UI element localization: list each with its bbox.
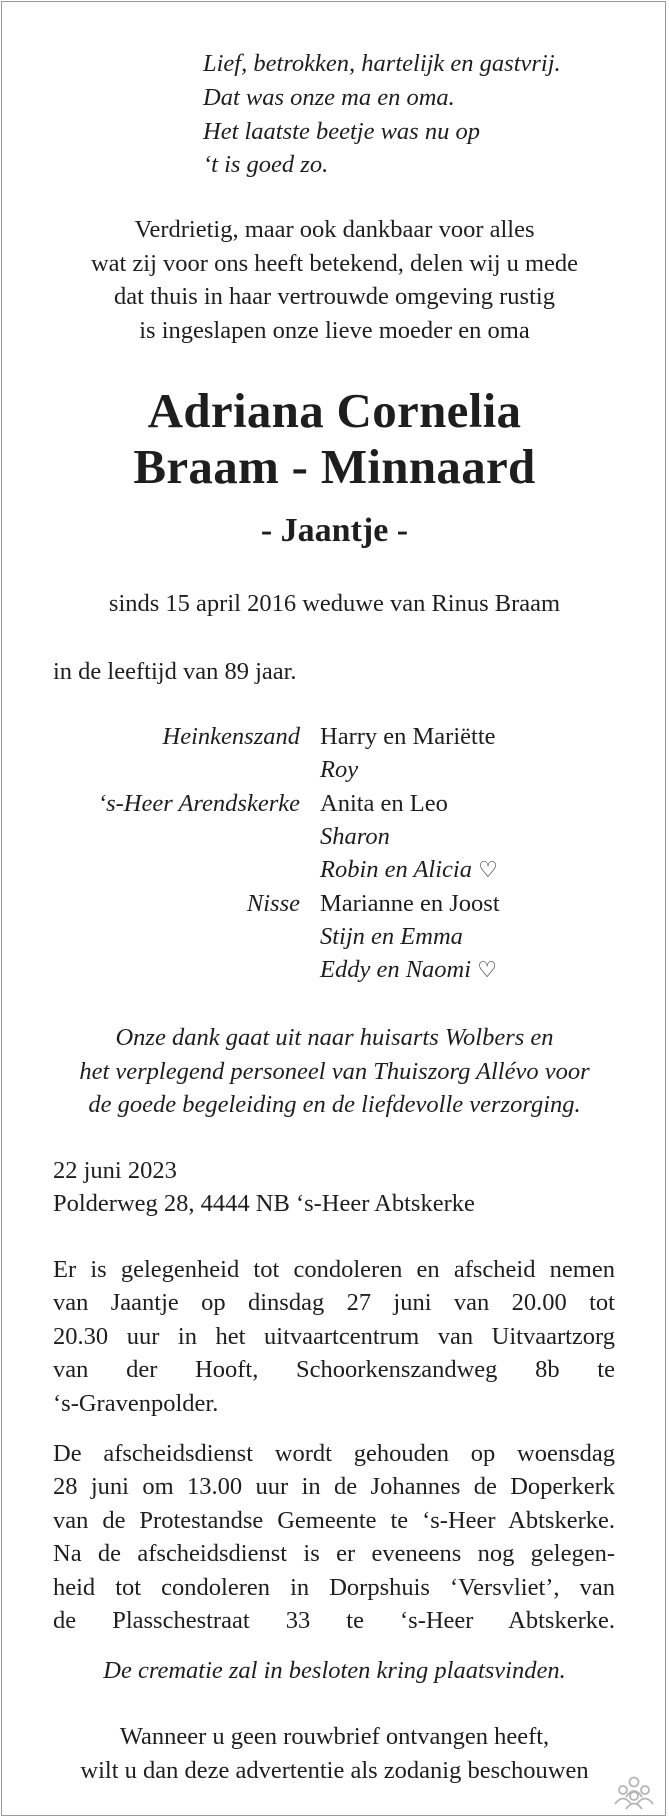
family-member: Harry en Mariëtte: [320, 723, 496, 750]
poem-line-4: ‘t is goed zo.: [203, 151, 329, 178]
family-place-2: ‘s-Heer Arendskerke: [97, 790, 300, 817]
condolence-line-2: van Jaantje op dinsdag 27 juni van 20.00 tot: [53, 1289, 615, 1316]
deceased-name-line-2: Braam - Minnaard: [133, 439, 536, 494]
deceased-name-line-1: Adriana Cornelia: [147, 383, 522, 438]
family-place-3: Nisse: [246, 890, 300, 917]
family-place-1: Heinkenszand: [162, 723, 300, 750]
family-member: Sharon: [320, 823, 390, 850]
intro-line-2: wat zij voor ons heeft betekend, delen wij u mede: [90, 250, 579, 277]
date: 22 juni 2023: [53, 1157, 177, 1184]
closing-line-2: wilt u dan deze advertentie als zodanig beschouwen: [80, 1757, 589, 1784]
service-line-2: 28 juni om 13.00 uur in de Johannes de Doperkerk: [53, 1473, 615, 1500]
closing-line-1: Wanneer u geen rouwbrief ontvangen heeft,: [119, 1723, 550, 1750]
thanks-line-1: Onze dank gaat uit naar huisarts Wolbers en: [115, 1024, 554, 1051]
poem-line-1: Lief, betrokken, hartelijk en gastvrij.: [203, 50, 561, 77]
heart-icon: ♡: [477, 957, 497, 982]
family-member: Anita en Leo: [320, 790, 448, 817]
service-line-5: heid tot condoleren in Dorpshuis ‘Versvliet’, van: [53, 1574, 615, 1601]
intro-line-3: dat thuis in haar vertrouwde omgeving rustig: [114, 283, 555, 310]
poem-line-2: Dat was onze ma en oma.: [203, 84, 455, 111]
family-member: Stijn en Emma: [320, 923, 463, 950]
cremation-note: De crematie zal in besloten kring plaatsvinden.: [103, 1657, 566, 1684]
family-member-name: Robin en Alicia: [320, 856, 472, 883]
people-logo-icon: [612, 1775, 656, 1811]
service-line-4: Na de afscheidsdienst is er eveneens nog gelegen-: [53, 1540, 615, 1567]
intro-line-1: Verdrietig, maar ook dankbaar voor alles: [134, 216, 535, 243]
heart-icon: ♡: [478, 857, 498, 882]
thanks-line-3: de goede begeleiding en de liefdevolle verzorging.: [88, 1091, 581, 1118]
service-line-6: de Plasschestraat 33 te ‘s-Heer Abtskerke.: [53, 1607, 615, 1634]
family-member: Roy: [320, 756, 359, 783]
address: Polderweg 28, 4444 NB ‘s-Heer Abtskerke: [53, 1190, 475, 1217]
service-line-3: van de Protestandse Gemeente te ‘s-Heer Abtskerke.: [53, 1507, 615, 1534]
family-member: Marianne en Joost: [320, 890, 500, 917]
family-member-with-heart: [320, 953, 497, 987]
poem-line-3: Het laatste beetje was nu op: [203, 118, 480, 145]
widow-line: sinds 15 april 2016 weduwe van Rinus Braam: [108, 590, 561, 617]
service-line-1: De afscheidsdienst wordt gehouden op woensdag: [53, 1440, 615, 1467]
condolence-line-4: van der Hooft, Schoorkenszandweg 8b te: [53, 1356, 615, 1383]
condolence-line-1: Er is gelegenheid tot condoleren en afscheid nemen: [53, 1256, 615, 1283]
deceased-nickname: - Jaantje -: [260, 512, 409, 549]
thanks-line-2: het verplegend personeel van Thuiszorg Allévo voor: [79, 1058, 590, 1085]
condolence-line-3: 20.30 uur in het uitvaartcentrum van Uitvaartzorg: [53, 1323, 615, 1350]
condolence-line-5: ‘s-Gravenpolder.: [53, 1390, 219, 1417]
age-line: in de leeftijd van 89 jaar.: [53, 658, 297, 685]
intro-line-4: is ingeslapen onze lieve moeder en oma: [139, 317, 530, 344]
family-member-with-heart: [320, 853, 498, 887]
family-member-name: Eddy en Naomi: [320, 956, 472, 983]
